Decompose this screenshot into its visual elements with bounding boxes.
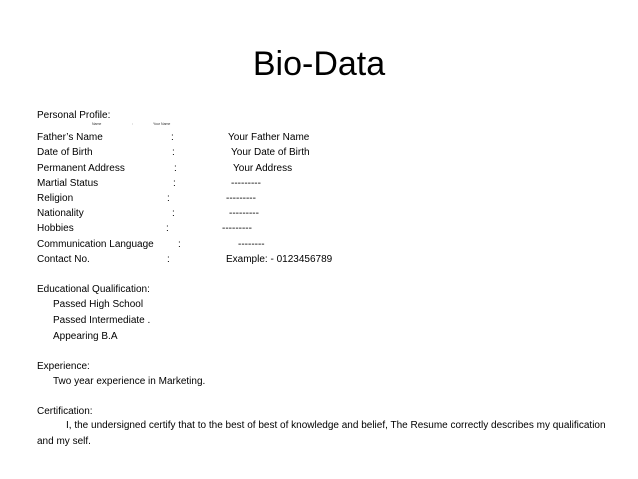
field-label-religion: Religion xyxy=(37,193,74,204)
field-label-contact-no: Contact No. xyxy=(37,254,90,265)
field-separator: : xyxy=(174,163,177,174)
field-value-date-of-birth: Your Date of Birth xyxy=(231,147,310,158)
experience-item: Two year experience in Marketing. xyxy=(53,376,206,387)
education-item: Appearing B.A xyxy=(53,331,118,342)
tiny-name-value: Your Name xyxy=(153,122,171,126)
field-value-fathers-name: Your Father Name xyxy=(228,132,310,143)
tiny-name-label: Name xyxy=(92,122,102,126)
field-value-nationality: --------- xyxy=(229,208,259,219)
field-value-religion: --------- xyxy=(226,193,256,204)
field-label-martial-status: Martial Status xyxy=(37,178,99,189)
field-label-nationality: Nationality xyxy=(37,208,84,219)
field-label-permanent-address: Permanent Address xyxy=(37,163,125,174)
field-separator: : xyxy=(166,223,169,234)
personal-profile-heading: Personal Profile: xyxy=(37,110,111,121)
certification-heading: Certification: xyxy=(37,406,93,417)
field-value-hobbies: --------- xyxy=(222,223,252,234)
page-title: Bio-Data xyxy=(252,45,386,83)
field-separator: : xyxy=(167,254,170,265)
education-item: Passed High School xyxy=(53,299,144,310)
field-separator: : xyxy=(172,147,175,158)
field-separator: : xyxy=(178,239,181,250)
tiny-name-separator: : xyxy=(132,122,133,126)
field-separator: : xyxy=(167,193,170,204)
education-heading: Educational Qualification: xyxy=(37,284,150,295)
certification-text: I, the undersigned certify that to the best of best of knowledge and belief, The Resume correctly describes my qualification and my self. xyxy=(37,420,606,447)
field-value-contact-no: Example: - 0123456789 xyxy=(226,254,333,265)
field-value-permanent-address: Your Address xyxy=(233,163,293,174)
education-item: Passed Intermediate . xyxy=(53,315,151,326)
field-label-date-of-birth: Date of Birth xyxy=(37,147,93,158)
field-separator: : xyxy=(171,132,174,143)
field-label-fathers-name: Father’s Name xyxy=(37,132,103,143)
field-value-martial-status: --------- xyxy=(231,178,261,189)
field-label-communication-language: Communication Language xyxy=(37,239,154,250)
field-separator: : xyxy=(173,178,176,189)
experience-heading: Experience: xyxy=(37,361,90,372)
field-label-hobbies: Hobbies xyxy=(37,223,74,234)
field-separator: : xyxy=(172,208,175,219)
field-value-communication-language: -------- xyxy=(238,239,265,250)
